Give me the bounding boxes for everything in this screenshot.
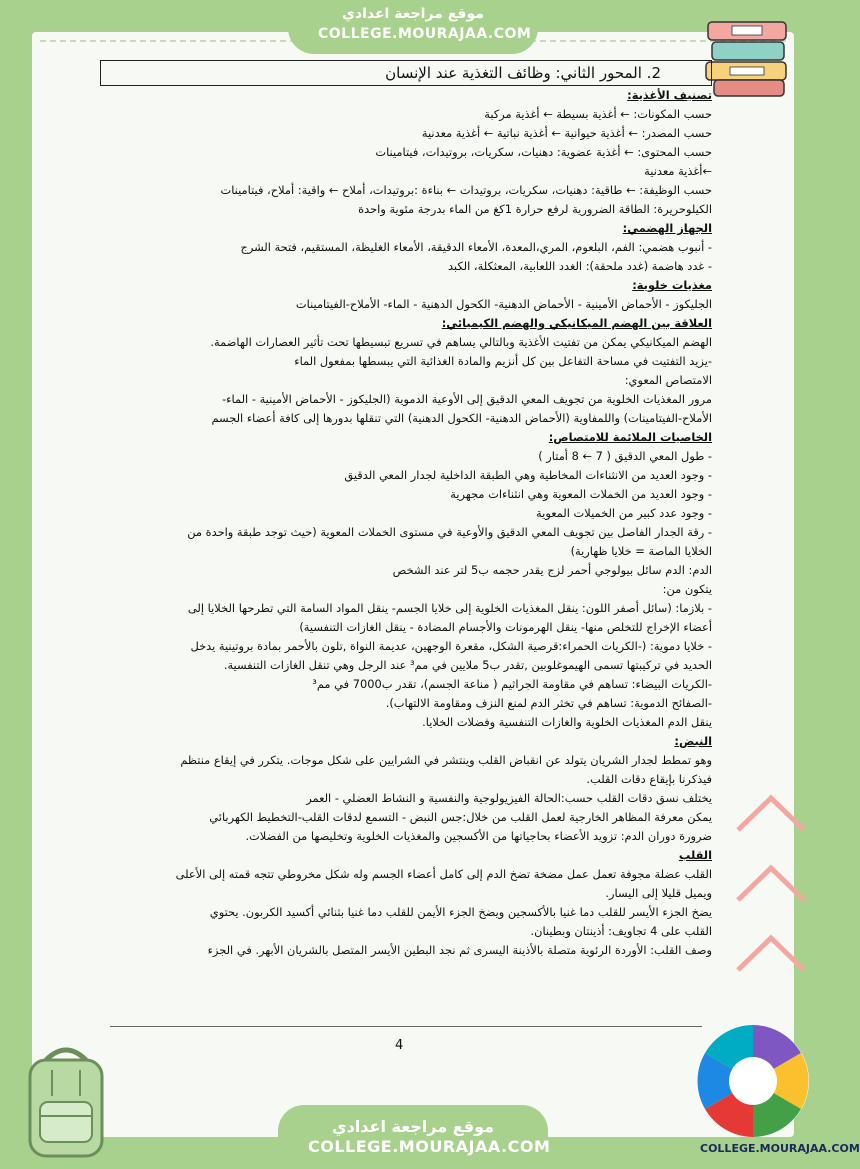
text-line: ضرورة دوران الدم: تزويد الأعضاء بحاجياتها من الأكسجين والمغذيات الخلوية وتخليصها من الفضلات.	[245, 829, 712, 843]
text-line: حسب الوظيفة: ← طاقية: دهنيات، سكريات، بروتيدات ← بناءة :بروتيدات، أملاح ← واقية: أملاح، فيتامينات	[220, 183, 712, 197]
text-line: القلب على 4 تجاويف: أذينتان وبطينان.	[530, 924, 712, 938]
text-line: - رقة الجدار الفاصل بين تجويف المعي الدقيق والأوعية في مستوى الخملات المعوية (حيث توجد طبقة واحدة من	[187, 525, 712, 539]
text-line: ←أغذية معدنية	[644, 164, 712, 178]
section-heading: العلاقة بين الهضم الميكانيكي والهضم الكيميائي:	[441, 316, 712, 330]
text-line: ويميل قليلا إلى اليسار.	[605, 886, 712, 900]
text-line: وهو تمطط لجدار الشريان يتولد عن انقباض القلب وينتشر في الشرايين على شكل موجات. يتكرر في إيقاع منتظم	[180, 753, 712, 767]
section-heading: تصنيف الأغذية:	[627, 88, 712, 102]
section-heading: النبض:	[674, 734, 712, 748]
text-line: الامتصاص المعوي:	[624, 373, 712, 387]
section-heading: القلب	[678, 848, 712, 862]
document-body	[100, 86, 712, 960]
text-line: مرور المغذيات الخلوية من تجويف المعي الدقيق إلى الأوعية الدموية (الجليكوز - الأحماض الأمينية - الماء-	[222, 392, 712, 406]
section-heading: الجهاز الهضمي:	[622, 221, 712, 235]
backpack-icon	[16, 1040, 116, 1160]
text-line: - غدد هاضمة (غدد ملحقة): الغدد اللعابية، المعثكلة، الكبد	[447, 259, 712, 273]
text-line: القلب عضلة مجوفة تعمل عمل مضخة تضخ الدم إلى كامل أعضاء الجسم وله شكل مخروطي تتجه قمته إلى الأعلى	[175, 867, 712, 881]
text-line: أعضاء الإخراج للتخلص منها- ينقل الهرمونات والأجسام المضادة - ينقل الغازات التنفسية)	[299, 620, 712, 634]
text-line: يضخ الجزء الأيسر للقلب دما غنيا بالأكسجين ويضخ الجزء الأيمن للقلب دما غنيا بثنائي أكسيد الكربون. يحتوي	[209, 905, 712, 919]
text-line: - طول المعي الدقيق ( 7 ← 8 أمتار )	[538, 449, 712, 463]
footer-rule	[110, 1026, 702, 1027]
header-site-arabic: موقع مراجعة اعدادي	[342, 6, 484, 22]
header-site-url[interactable]: COLLEGE.MOURAJAA.COM	[318, 26, 532, 42]
section-heading: مغذيات خلوية:	[632, 278, 712, 292]
text-line: -الكريات البيضاء: تساهم في مقاومة الجراثيم ( مناعة الجسم)، تقدر ب7000 في مم³	[312, 677, 712, 691]
section-heading: الخاصيات الملائمة للامتصاص:	[548, 430, 712, 444]
text-line: -الصفائح الدموية: تساهم في تخثر الدم لمنع النزف ومقاومة الالتهاب).	[385, 696, 712, 710]
corner-site-tag[interactable]: COLLEGE.MOURAJAA.COM	[700, 1142, 860, 1155]
text-line: - بلازما: (سائل أصفر اللون: ينقل المغذيات الخلوية إلى خلايا الجسم- ينقل المواد السامة التي تطرحها الخلايا إلى	[187, 601, 712, 615]
text-line: الدم: الدم سائل بيولوجي أحمر لزج يقدر حجمه ب5 لتر عند الشخص	[392, 563, 712, 577]
text-line: يمكن معرفة المظاهر الخارجية لعمل القلب من خلال:جس النبض - التسمع لدقات القلب-التخطيط الكهربائي	[209, 810, 712, 824]
subjects-logo-icon	[694, 1022, 812, 1140]
footer-site-badge[interactable]	[278, 1105, 551, 1169]
text-line: الهضم الميكانيكي يمكن من تفتيت الأغذية وبالتالي يساهم في تسريع تبسيطها تحت تأثير العصارات الهاضمة.	[210, 335, 712, 349]
text-line: وصف القلب: الأوردة الرئوية متصلة بالأذينة اليسرى ثم نجد البطين الأيسر المتصل بالشريان الأبهر. في الجزء	[207, 943, 712, 957]
footer-site-url[interactable]: COLLEGE.MOURAJAA.COM	[308, 1137, 551, 1156]
text-line: الجليكوز - الأحماض الأمينية - الأحماض الدهنية- الكحول الدهنية - الماء- الأملاح-الفيتامينات	[295, 297, 712, 311]
text-line: - خلايا دموية: (-الكريات الحمراء:قرصية الشكل، مقعرة الوجهين، عديمة النواة ,تلون بالأحمر بمادة بروتينية يدخل	[190, 639, 712, 653]
header-site-badge[interactable]	[288, 0, 538, 54]
text-line: - وجود العديد من الخملات المعوية وهي انثناءات مجهرية	[450, 487, 712, 501]
books-icon	[702, 14, 794, 100]
text-line: - وجود العديد من الانثناءات المخاطية وهي الطبقة الداخلية لجدار المعي الدقيق	[344, 468, 712, 482]
text-line: فيذكرنا بإيقاع دقات القلب.	[586, 772, 712, 786]
text-line: الحديد في تركيبتها تسمى الهيموغلوبين ,تقدر ب5 ملايين في مم³ عند الرجل وهي تنقل الغازات التنفسية.	[223, 658, 712, 672]
text-line: -يزيد التفتيت في مساحة التفاعل بين كل أنزيم والمادة الغذائية التي يبسطها بمفعول الماء	[294, 354, 712, 368]
text-line: - وجود عدد كبير من الخميلات المعوية	[536, 506, 712, 520]
chevrons-decoration	[730, 790, 812, 1040]
text-line: الخلايا الماصة = خلايا ظهارية)	[570, 544, 712, 558]
footer-site-arabic: موقع مراجعة اعدادي	[331, 1117, 495, 1136]
text-line: حسب المكونات: ← أغذية بسيطة ← أغذية مركبة	[484, 107, 712, 121]
text-line: يتكون من:	[662, 582, 712, 596]
section-title: 2. المحور الثاني: وظائف التغذية عند الإنسان	[100, 60, 712, 86]
text-line: الكيلوحريرة: الطاقة الضرورية لرفع حرارة 1كغ من الماء بدرجة مئوية واحدة	[358, 202, 712, 216]
text-line: - أنبوب هضمي: الفم، البلعوم، المري،المعدة، الأمعاء الدقيقة، الأمعاء الغليظة، المستقيم، فتحة الشرج	[240, 240, 712, 254]
text-line: حسب المحتوى: ← أغذية عضوية: دهنيات، سكريات، بروتيدات، فيتامينات	[375, 145, 712, 159]
text-line: حسب المصدر: ← أغذية حيوانية ← أغذية نباتية ← أغذية معدنية	[421, 126, 712, 140]
page-number: 4	[395, 1038, 404, 1053]
document-page	[100, 56, 712, 1056]
text-line: ينقل الدم المغذيات الخلوية والغازات التنفسية وفضلات الخلايا.	[422, 715, 712, 729]
text-line: الأملاح-الفيتامينات) واللمفاوية (الأحماض الدهنية- الكحول الدهنية) التي تنقلها بدورها إلى كافة أعضاء الجسم	[211, 411, 712, 425]
text-line: يختلف نسق دقات القلب حسب:الحالة الفيزيولوجية والنفسية و النشاط العضلي - العمر	[306, 791, 712, 805]
